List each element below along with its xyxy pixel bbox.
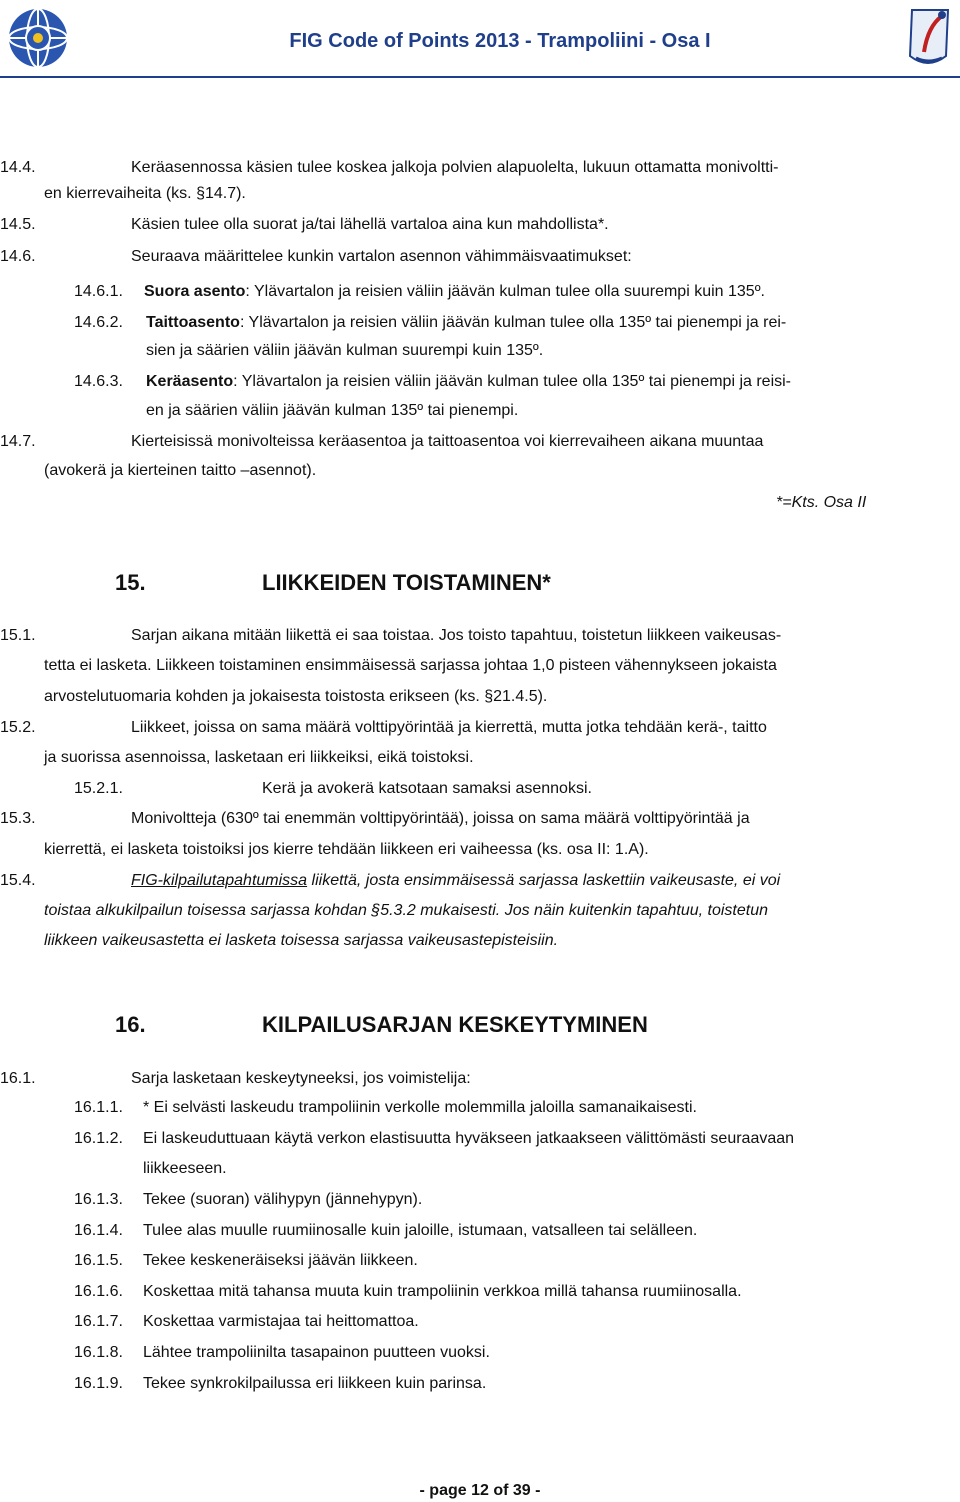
list-item-text: * Ei selvästi laskeudu trampoliinin verkolle molemmilla jaloilla samanaikaisesti. (143, 1099, 697, 1116)
para-num: 14.7. (0, 433, 36, 450)
term-suora: Suora asento (144, 283, 246, 300)
subpara-num: 14.6.2. (74, 314, 123, 331)
subpara-text: Kerä ja avokerä katsotaan samaksi asennoksi. (262, 780, 592, 797)
section-heading-num: 15. (115, 570, 146, 595)
para-text: kierrettä, ei lasketa toistoiksi jos kierre tehdään liikkeen eri vaiheessa (ks. osa II: 1.A). (44, 841, 649, 858)
subpara-text: sien ja säärien väliin jäävän kulman suurempi kuin 135º. (146, 342, 544, 359)
para-text: arvostelutuomaria kohden ja jokaisesta toistosta erikseen (ks. §21.4.5). (44, 688, 548, 705)
subpara-num: 15.2.1. (74, 780, 123, 797)
subpara-body: : Ylävartalon ja reisien väliin jäävän kulman tulee olla 135º tai pienempi ja rei- (239, 314, 787, 331)
para-num: 15.2. (0, 719, 36, 736)
list-item-num: 16.1.2. (74, 1130, 123, 1147)
list-item-text: Koskettaa varmistajaa tai heittomattoa. (143, 1313, 419, 1330)
para-text: Seuraava määrittelee kunkin vartalon asennon vähimmäisvaatimukset: (131, 248, 632, 265)
list-item-text: Lähtee trampoliinilta tasapainon puutteen vuoksi. (143, 1344, 490, 1361)
para-num: 16.1. (0, 1070, 36, 1087)
section-heading-num: 16. (115, 1012, 146, 1037)
subpara-text (146, 313, 786, 333)
list-item-text: Tekee synkrokilpailussa eri liikkeen kuin parinsa. (143, 1375, 487, 1392)
list-item-num: 16.1.7. (74, 1313, 123, 1330)
para-num: 15.1. (0, 627, 36, 644)
subpara-text (144, 282, 765, 302)
para-text: Liikkeet, joissa on sama määrä volttipyörintää ja kierrettä, mutta jotka tehdään kerä-, taitto (131, 719, 767, 736)
page-number: - page 12 of 39 - (419, 1482, 541, 1499)
list-item-text: Ei laskeuduttuaan käytä verkon elastisuutta hyväkseen jatkaakseen välittömästi seuraavaan (143, 1130, 795, 1147)
para-text: Sarjan aikana mitään liikettä ei saa toistaa. Jos toisto tapahtuu, toistetun liikkeen vaikeusas- (131, 627, 782, 644)
subpara-text (146, 372, 791, 392)
list-item-text: Tulee alas muulle ruumiinosalle kuin jaloille, istumaan, vatsalleen tai selälleen. (143, 1222, 698, 1239)
header-divider (0, 76, 960, 78)
list-item-text: liikkeeseen. (143, 1160, 227, 1177)
term-kera: Keräasento (146, 373, 234, 390)
para-num: 15.3. (0, 810, 36, 827)
subpara-num: 14.6.1. (74, 283, 123, 300)
para-text: Sarja lasketaan keskeytyneeksi, jos voimistelija: (131, 1070, 471, 1087)
footnote: *=Kts. Osa II (776, 494, 867, 511)
list-item-text: Koskettaa mitä tahansa muuta kuin trampoliinin verkkoa millä tahansa ruumiinosalla. (143, 1283, 742, 1300)
section-heading-title: LIIKKEIDEN TOISTAMINEN* (262, 570, 551, 595)
list-item-num: 16.1.4. (74, 1222, 123, 1239)
para-text: Kierteisissä monivolteissa keräasentoa ja taittoasentoa voi kierrevaiheen aikana muuntaa (131, 433, 764, 450)
subpara-body: : Ylävartalon ja reisien väliin jäävän kulman tulee olla 135º tai pienempi ja reisi- (233, 373, 792, 390)
para-text: Keräasennossa käsien tulee koskea jalkoja polvien alapuolelta, lukuun ottamatta monivoltti- (131, 159, 779, 176)
para-text: Monivoltteja (630º tai enemmän volttipyörintää), joissa on sama määrä volttipyörintää ja (131, 810, 750, 827)
header-title: FIG Code of Points 2013 - Trampoliini - Osa I (289, 30, 711, 52)
para-num: 15.4. (0, 872, 36, 889)
para-text: (avokerä ja kierteinen taitto –asennot). (44, 462, 317, 479)
para-num: 14.4. (0, 159, 36, 176)
trampoline-athlete-logo-icon (902, 6, 954, 72)
para-text (131, 871, 780, 891)
para-text: ja suorissa asennoissa, lasketaan eri liikkeiksi, eikä toistoksi. (44, 749, 474, 766)
list-item-num: 16.1.5. (74, 1252, 123, 1269)
para-text: tetta ei lasketa. Liikkeen toistaminen ensimmäisessä sarjassa johtaa 1,0 pisteen vähennykseen jokaista (44, 657, 777, 674)
list-item-num: 16.1.8. (74, 1344, 123, 1361)
para-body: liikettä, josta ensimmäisessä sarjassa laskettiin vaikeusaste, ei voi (307, 872, 781, 889)
para-text: toistaa alkukilpailun toisessa sarjassa kohdan §5.3.2 mukaisesti. Jos näin kuitenkin tapahtuu, toistetun (44, 902, 768, 919)
fig-events-link[interactable]: FIG-kilpailutapahtumissa (131, 872, 308, 889)
list-item-num: 16.1.1. (74, 1099, 123, 1116)
list-item-text: Tekee keskeneräiseksi jäävän liikkeen. (143, 1252, 418, 1269)
para-num: 14.5. (0, 216, 36, 233)
list-item-num: 16.1.9. (74, 1375, 123, 1392)
subpara-text: en ja säärien väliin jäävän kulman 135º tai pienempi. (146, 402, 519, 419)
subpara-num: 14.6.3. (74, 373, 123, 390)
subpara-body: : Ylävartalon ja reisien väliin jäävän kulman tulee olla suurempi kuin 135º. (245, 283, 765, 300)
para-text: liikkeen vaikeusastetta ei lasketa toisessa sarjassa vaikeusastepisteisiin. (44, 932, 559, 949)
list-item-num: 16.1.6. (74, 1283, 123, 1300)
section-heading-title: KILPAILUSARJAN KESKEYTYMINEN (262, 1012, 648, 1037)
para-num: 14.6. (0, 248, 36, 265)
list-item-num: 16.1.3. (74, 1191, 123, 1208)
term-taitto: Taittoasento (146, 314, 240, 331)
list-item-text: Tekee (suoran) välihypyn (jännehypyn). (143, 1191, 423, 1208)
para-text: en kierrevaiheita (ks. §14.7). (44, 185, 246, 202)
para-text: Käsien tulee olla suorat ja/tai lähellä vartaloa aina kun mahdollista*. (131, 216, 609, 233)
